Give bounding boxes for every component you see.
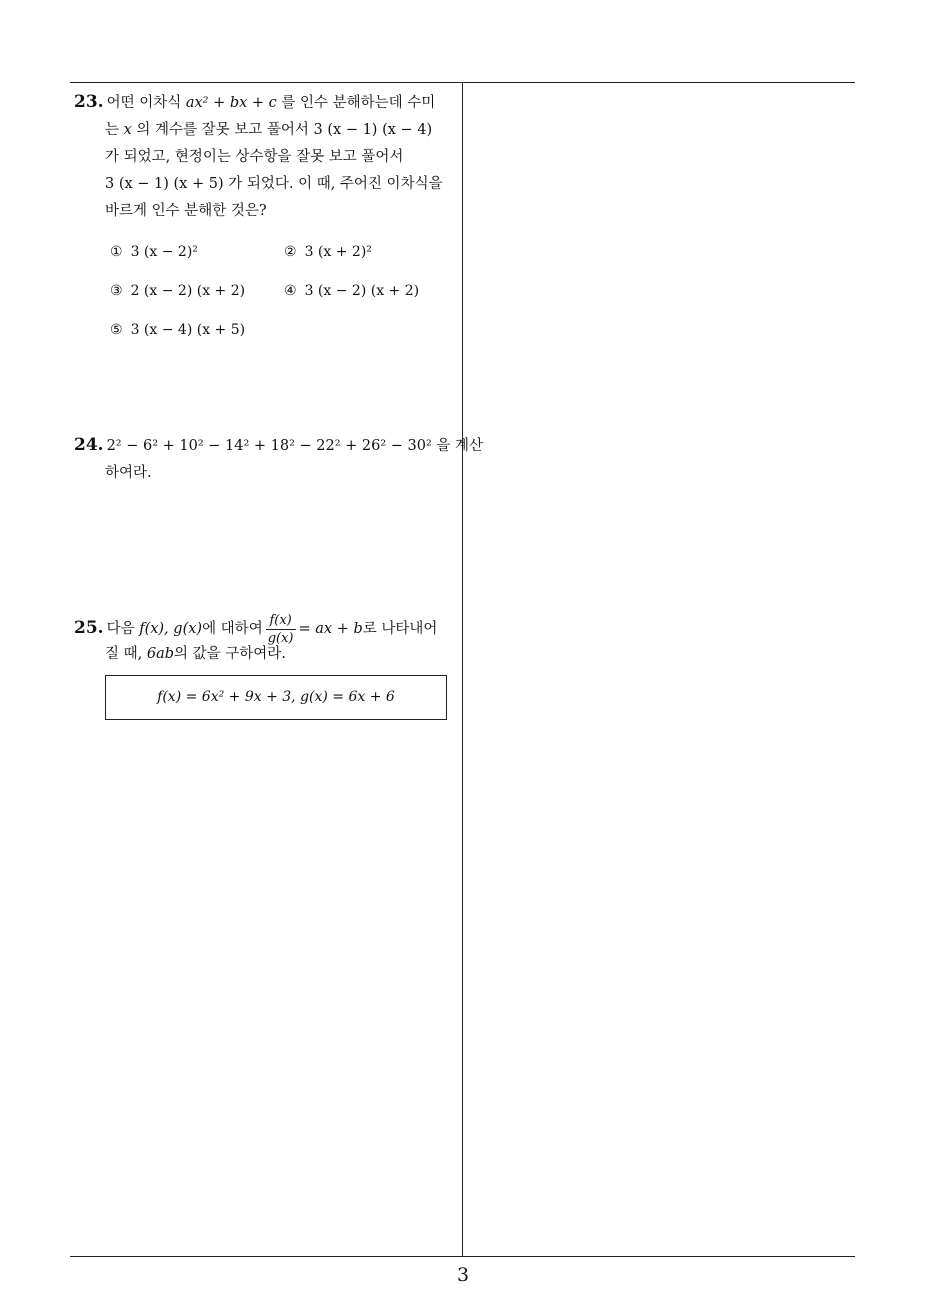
problem-23-line-3 — [74, 144, 457, 171]
hyeonjeong-factorization: 3 (x − 1) (x + 5) — [105, 176, 224, 192]
problem-23-text: 가 되었다. 이 때, 주어진 이차식을 — [223, 176, 443, 192]
problem-24-line-1 — [74, 432, 484, 460]
function-f: f(x), — [139, 621, 169, 637]
variable-x: x — [123, 122, 132, 138]
function-g: g(x) — [173, 621, 203, 637]
problem-25-text: 다음 — [106, 621, 140, 637]
choice-expression: 3 (x − 2) (x + 2) — [304, 283, 420, 299]
choice-expression: 3 (x − 2)² — [130, 244, 198, 260]
bottom-rule — [70, 1256, 855, 1257]
problem-24-number: 24. — [74, 435, 104, 455]
choice-mark: ① — [110, 244, 123, 260]
choice-expression: 3 (x − 4) (x + 5) — [130, 322, 246, 338]
linear-expression: = ax + b — [298, 621, 363, 637]
choice-5[interactable] — [110, 317, 245, 344]
problem-23-line-2 — [74, 117, 457, 144]
choice-mark: ⑤ — [110, 322, 123, 338]
problem-24-text: 하여라. — [105, 465, 152, 481]
problem-25-text: 로 나타내어 — [362, 621, 438, 637]
fraction-denominator: g(x) — [267, 630, 294, 646]
problem-23-text: 의 계수를 잘못 보고 풀어서 — [131, 122, 314, 138]
problem-23-question: 바르게 인수 분해한 것은? — [105, 203, 267, 219]
choice-mark: ② — [284, 244, 297, 260]
alternating-sum-expression: 2² − 6² + 10² − 14² + 18² − 22² + 26² − 30² — [106, 438, 432, 454]
problem-23-text: 는 — [105, 122, 124, 138]
choice-mark: ④ — [284, 283, 297, 299]
problem-25-text: 질 때, — [105, 646, 147, 662]
problem-24 — [74, 432, 484, 487]
problem-23-text: 를 인수 분해하는데 수미 — [276, 95, 436, 111]
choice-3[interactable] — [110, 278, 245, 305]
choice-1[interactable] — [110, 239, 198, 266]
problem-23-number: 23. — [74, 92, 104, 112]
product-6ab: 6ab — [146, 646, 174, 662]
quadratic-expression: ax² + bx + c — [185, 95, 277, 111]
choice-expression: 2 (x − 2) (x + 2) — [130, 283, 246, 299]
choice-4[interactable] — [284, 278, 419, 305]
problem-24-text: 을 계산 — [431, 438, 484, 454]
problem-25-text: 에 대하여 — [202, 621, 263, 637]
problem-23-text: 가 되었고, 현정이는 상수항을 잘못 보고 풀어서 — [105, 149, 404, 165]
page-number: 3 — [456, 1264, 470, 1286]
answer-choices — [74, 239, 457, 359]
column-divider — [462, 82, 463, 1256]
choice-2[interactable] — [284, 239, 372, 266]
problem-23-line-5 — [74, 198, 457, 225]
problem-25 — [74, 610, 457, 668]
problem-23-line-1 — [74, 89, 457, 117]
choice-mark: ③ — [110, 283, 123, 299]
problem-23-text: 어떤 이차식 — [106, 95, 186, 111]
function-definition-box: f(x) = 6x² + 9x + 3, g(x) = 6x + 6 — [105, 675, 447, 720]
problem-25-question: 의 값을 구하여라. — [174, 646, 286, 662]
choice-expression: 3 (x + 2)² — [304, 244, 372, 260]
problem-24-line-2 — [74, 460, 457, 487]
problem-23-line-4 — [74, 171, 457, 198]
problem-25-number: 25. — [74, 618, 104, 638]
sumi-factorization: 3 (x − 1) (x − 4) — [313, 122, 433, 138]
fraction-numerator: f(x) — [266, 612, 296, 630]
problem-23 — [74, 89, 457, 359]
